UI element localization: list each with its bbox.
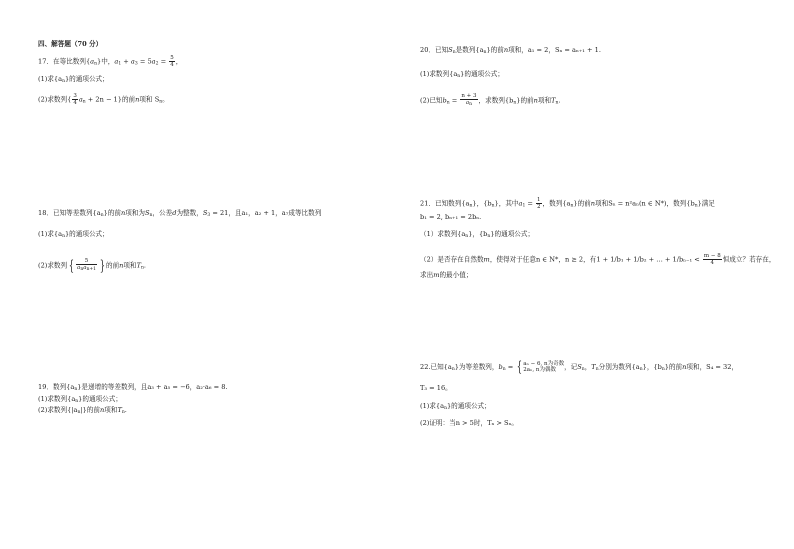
q17-p2-frac-num: 3: [73, 93, 77, 99]
q22-stem-b: }为等差数列，: [454, 363, 499, 371]
q20-stem-b: 是数列{a: [455, 46, 484, 54]
q18-stem: 18．已知等差数列$\{a_n\}$的前n项和为$S_n$，公差d为整数，$S_3 = 21$，且a₁，a₂ + 1，a₇成等比数列: [38, 209, 322, 218]
q18-s3-val: = 21: [210, 209, 229, 217]
q22-p2-end: 。: [511, 419, 519, 427]
q17-p1-end: }的通项公式；: [64, 75, 109, 83]
q20-p2-frac-num: n + 3: [461, 93, 477, 99]
q18-right-brace: }: [99, 257, 106, 274]
q21-p2-sum: 1 + 1/b₁ + 1/b₂ + … + 1/bₙ₋₁: [596, 255, 693, 264]
q17-frac-num: 5: [170, 55, 174, 61]
q20-p2-frac-den-a: a: [465, 100, 470, 106]
q18-stem-d: ，公差: [152, 209, 173, 217]
q19-stem: 19．数列$\{a_n\}$是递增的等差数列，且a₃ + a₅ = −6，a₂·a₆ = 8.: [38, 383, 228, 392]
q19-p2-b: |}的前: [80, 406, 100, 414]
q21-p2-a: （2）是否存在自然数: [420, 255, 484, 264]
q18-part1: (1)求$\{a_n\}$的通项公式；: [38, 230, 109, 239]
q22-s4: S₄ = 32: [706, 363, 732, 371]
q21-p2-c: ，: [558, 255, 565, 264]
q18-stem-g: 成等比数列: [288, 209, 322, 217]
q20-sn: Sₙ = aₙ₊₁ + 1: [554, 46, 599, 54]
q19-stem-c: ，: [189, 383, 197, 391]
q18-p2-fraction: [76, 258, 97, 273]
left-column: [38, 0, 408, 549]
q22-line2: [420, 384, 452, 393]
q20-a1: a₁ = 2: [527, 46, 549, 54]
q17-p1: (1)求{a: [38, 75, 63, 83]
q19-p2-end: T: [117, 406, 122, 414]
q20-stem-a: 20．已知: [420, 46, 449, 54]
q22-stem: 22.已知$\{a_n\}$为等差数列，$b_n$ = { aₙ − 6, n为奇数 2aₙ, n为偶数 ，记$S_n$，$T_n$分别为数列$\{a_n\}$，$\{b_n\}$的前n项和，S₄ = 32，: [420, 359, 739, 375]
q21-a1-frac-num: 1: [537, 197, 541, 203]
q21-stem-g: ，数列{b: [666, 199, 695, 208]
q18-terms: a₁，a₂ + 1，a₇: [241, 209, 289, 217]
q20-part1: (1)求数列$\{a_n\}$的通项公式；: [420, 70, 504, 79]
q22-p2-b: 时，: [473, 419, 488, 427]
q22-t3: T₃ = 16: [420, 384, 446, 392]
q19-eq2: a₂·a₆ = 8: [196, 383, 226, 391]
q22-stem-f: }，{b: [642, 363, 662, 371]
q19-eq1: a₃ + a₅ = −6: [147, 383, 190, 391]
q21-p1: （1）求数列{a: [420, 230, 466, 238]
q18-stem-c: 项和为: [125, 209, 146, 217]
q17-frac-den: 4: [170, 62, 174, 68]
q21-p2-e: 恒成立？若存在，: [722, 255, 776, 264]
q18-part2: (2)求数列 { $\frac{5}{a_na_{n+1}}$ }的前n项和$T_n$.: [38, 257, 147, 274]
q21-cond: b₁ = 2, bₙ₊₁ = 2bₙ: [420, 213, 480, 221]
q18-p2-c: 项和: [123, 261, 137, 270]
q17-part1: (1)求$\{a_n\}$的通项公式；: [38, 75, 109, 84]
q18-left-brace: {: [68, 257, 75, 274]
q22-p2-a: (2)证明：当: [420, 419, 456, 427]
q18-p2-b: 的前: [105, 261, 120, 270]
q20-p2-end: T: [551, 96, 556, 105]
q21-stem-h: }满足: [697, 199, 715, 208]
q21-part1: （1）求数列$\{a_n\}$，$\{b_n\}$的通项公式；: [420, 230, 535, 239]
q20-stem: 20．已知$S_n$是数列$\{a_n\}$的前n项和，a₁ = 2，Sₙ = aₙ₊₁ + 1.: [420, 46, 601, 55]
q19-p2-c: 项和: [104, 406, 118, 414]
q20-p2-frac-den: $a_n$: [465, 100, 473, 107]
q18-p2-frac-den-a: a: [77, 265, 81, 271]
q21-stem-e: }的前: [573, 199, 591, 208]
q17-part2: (2)求数列{ $\frac{3}{4}$ $a_n + 2n - 1$}的前n项和 $S_n$。: [38, 93, 169, 106]
q21-stem-b: }，{b: [472, 199, 492, 208]
q22-stem-g: }的前: [664, 363, 683, 371]
q20-stem-c: }的前: [486, 46, 504, 54]
q17-p2-frac-den: 4: [73, 100, 77, 106]
q18-stem-f: ，且: [228, 209, 242, 217]
q19-p2-a: (2)求数列{|a: [38, 406, 78, 414]
q19-stem-a: 19．数列{a: [38, 383, 75, 391]
q17-stem-b: }中，: [97, 57, 115, 66]
q17-fraction: [169, 55, 175, 68]
q19-part1: (1)求数列$\{a_n\}$的通项公式；: [38, 395, 122, 404]
q21-a1-frac-den: 2: [537, 204, 541, 210]
q22-piecewise: [523, 361, 564, 374]
q21-p1-b: }，{b: [468, 230, 488, 238]
q21-p2-frac-den: 4: [710, 260, 715, 266]
q21-stem: 21．已知数列$\{a_n\}$，$\{b_n\}$，其中$a_1$ = $\frac{1}{2}$ ，数列$\{a_n\}$的前n项和Sₙ = n²aₙ(n ∈ N*)，数列$\{b_n\}$满足: [420, 197, 715, 210]
q20-p2-c: }的前: [516, 96, 534, 105]
q21-a1-fraction: [536, 197, 542, 210]
q17-p2-b: + 2n − 1}的前: [87, 95, 136, 104]
q18-stem-a: 18．已知等差数列{a: [38, 209, 101, 217]
q19-part2: (2)求数列$\{|a_n|\}$的前n项和$T_n$.: [38, 406, 127, 415]
q19-stem-b: }是递增的等差数列，且: [77, 383, 148, 391]
q17-p2-c: 项和: [139, 95, 155, 104]
q18-s3: S: [202, 209, 208, 217]
q21-part2-line2: 求出m的最小值；: [420, 271, 473, 279]
q21-stem-a: 21．已知数列{a: [420, 199, 470, 208]
q17-p2-a: (2)求数列{: [38, 95, 72, 104]
q22-stem-h: 项和，: [686, 363, 707, 371]
q22-ineq: Tₙ > Sₙ: [487, 419, 512, 427]
q21-p2-line2-end: 的最小值；: [439, 271, 473, 279]
q21-stem-f: 项和: [595, 199, 609, 208]
q17-p2-fraction: [72, 93, 78, 106]
q20-p2-a: (2)已知: [420, 96, 443, 105]
q17-stem-c: ，: [175, 57, 183, 66]
q21-part2: （2）是否存在自然数m，使得对于任意n ∈ N*，n ≥ 2，有1 + 1/b₁ + 1/b₂ + … + 1/bₙ₋₁ < $\frac{m - 8}{4}$ 恒成立？若存在，: [420, 253, 776, 266]
q21-n-ge: n ≥ 2: [564, 255, 584, 264]
q18-p1-end: }的通项公式；: [64, 230, 109, 238]
q18-p2-end: T: [136, 261, 142, 270]
q20-p2-fraction: [460, 93, 477, 108]
q22-cond: n > 5: [455, 419, 474, 427]
q21-n-in: n ∈ N*: [535, 255, 559, 264]
q22-part1: (1)求$\{a_n\}$的通项公式；: [420, 402, 491, 411]
q20-stem-d: 项和，: [508, 46, 528, 54]
q22-stem-d: ，: [584, 363, 592, 371]
q21-p2-d: ，有: [583, 255, 597, 264]
q22-brace: {: [517, 359, 523, 375]
q22-pw-top: aₙ − 6, n为奇数: [523, 360, 565, 367]
q17-stem-a: 17．在等比数列{: [38, 57, 91, 66]
q22-p1: (1)求{a: [420, 402, 445, 410]
q20-p1: (1)求数列{a: [420, 70, 458, 78]
q21-p2-fraction: [703, 253, 722, 266]
q19-p1: (1)求数列{a: [38, 395, 76, 403]
q20-p2-b: ，求数列{b: [478, 96, 514, 105]
q21-stem-c: }，其中: [494, 199, 519, 208]
q18-p2-frac-den: $a_na_{n+1}$: [77, 265, 97, 272]
q22-stem-e: 分别为数列{a: [598, 363, 640, 371]
q22-p1-end: }的通项公式；: [446, 402, 491, 410]
q18-p2-a: (2)求数列: [38, 261, 68, 270]
q21-sn: Sₙ = n²aₙ(n ∈ N*): [608, 199, 667, 208]
section-title: 四、解答题（70 分）: [38, 40, 103, 48]
q22-stem-a: 22.已知{a: [420, 363, 452, 371]
q22-part2: [420, 419, 518, 428]
q21-p1-end: }的通项公式；: [490, 230, 535, 238]
q22-line2-end: 。: [445, 384, 452, 392]
q20-p2-d: 项和: [537, 96, 552, 105]
q21-condition: b₁ = 2, bₙ₊₁ = 2bₙ.: [420, 213, 482, 221]
q20-p1-end: }的通项公式；: [460, 70, 504, 78]
q22-pw-bot: 2aₙ, n为偶数: [523, 367, 556, 373]
q18-p1: (1)求{a: [38, 230, 63, 238]
q20-part2: (2)已知$b_n$ = $\frac{n + 3}{a_n}$ ，求数列$\{b_n\}$的前n项和$T_n$.: [420, 93, 561, 107]
q19-p1-end: }的通项公式；: [78, 395, 122, 403]
q17-p2-end: S: [154, 95, 160, 104]
q21-p2-frac-num: m − 8: [703, 253, 721, 259]
q22-stem-c: ，记: [564, 363, 578, 371]
q20-stem-e: ，: [548, 46, 555, 54]
q21-p2-line2: 求出: [420, 271, 434, 279]
q18-stem-b: }的前: [103, 209, 121, 217]
right-column: [420, 0, 790, 549]
q18-stem-e: 为整数，: [176, 209, 203, 217]
q21-stem-d: ，数列{a: [542, 199, 571, 208]
q17-stem: 17．在等比数列$\{a_n\}$中，$a_1 + a_3 = 5a_2$ = $\frac{5}{4}$ ，: [38, 55, 183, 68]
q21-p2-b: ，使得对于任意: [489, 255, 536, 264]
q18-p2-frac-num: 5: [76, 258, 97, 265]
